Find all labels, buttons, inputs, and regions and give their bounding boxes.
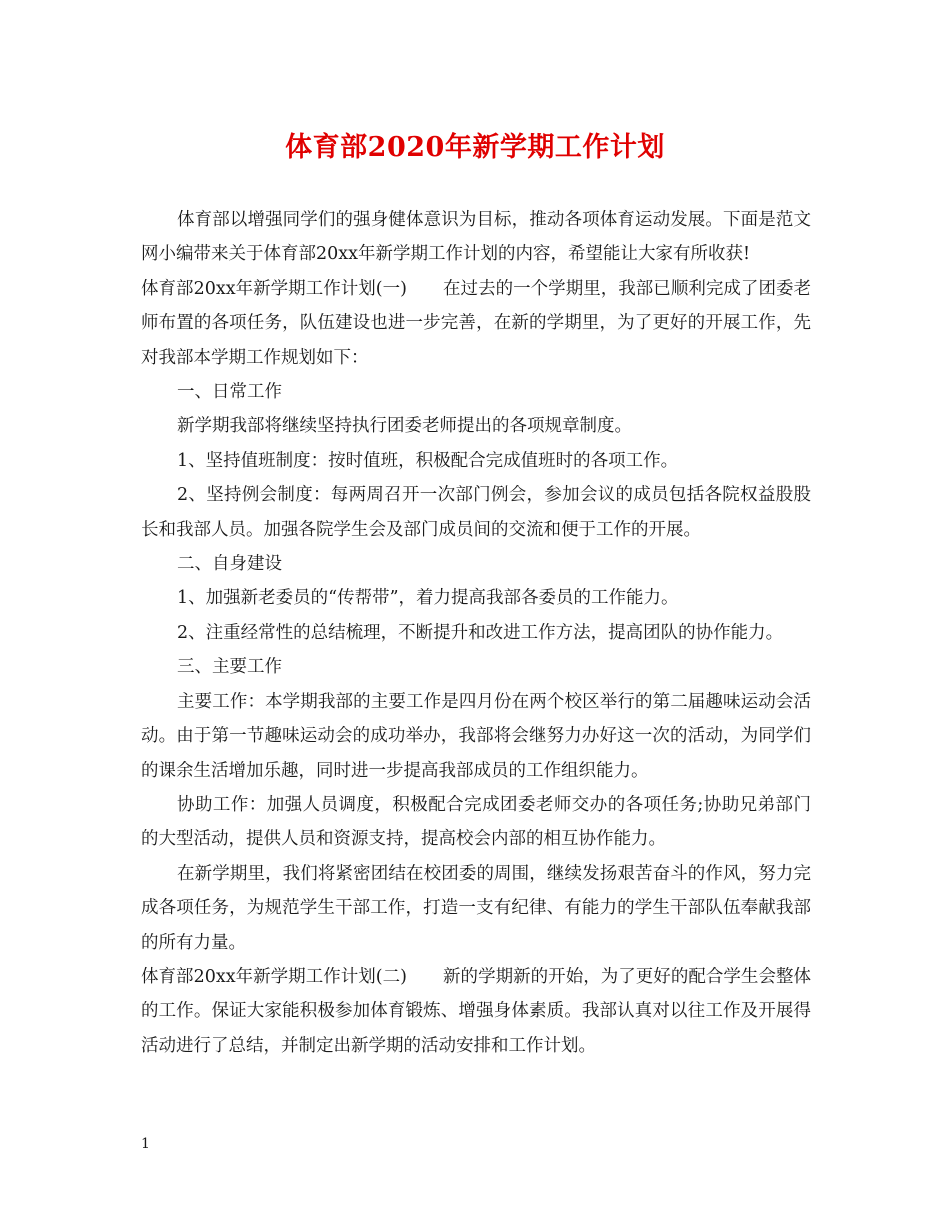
section1-paragraph-3: 2、坚持例会制度：每两周召开一次部门例会，参加会议的成员包括各院权益股股长和我部人员。加强各院学生会及部门成员间的交流和便于工作的开展。 [141, 485, 811, 540]
page-number: 1 [141, 1136, 150, 1152]
section1-title: 一、日常工作 [177, 382, 282, 403]
document-title: 体育部2020年新学期工作计划 [285, 132, 665, 163]
plan1-paragraph [141, 272, 811, 375]
plan1-heading: 体育部20xx年新学期工作计划(一) [141, 278, 407, 299]
document-body [141, 203, 811, 1063]
plan2-paragraph [141, 960, 811, 1063]
section1-paragraph-1: 新学期我部将继续坚持执行团委老师提出的各项规章制度。 [177, 416, 632, 437]
section2-title: 二、自身建设 [177, 554, 282, 575]
section2-paragraph-1: 1、加强新老委员的“传帮带”，着力提高我部各委员的工作能力。 [177, 588, 679, 609]
section3-paragraph-1: 主要工作：本学期我部的主要工作是四月份在两个校区举行的第二届趣味运动会活动。由于第一节趣味运动会的成功举办，我部将会继努力办好这一次的活动，为同学们的课余生活增加乐趣，同时进一步提高我部成员的工作组织能力。 [141, 691, 811, 781]
plan2-intro: 新的学期新的开始，为了更好的配合学生会整体的工作。保证大家能积极参加体育锻炼、增强身体素质。我部认真对以往工作及开展得活动进行了总结，并制定出新学期的活动安排和工作计划。 [141, 966, 811, 1056]
section1-paragraph-2: 1、坚持值班制度：按时值班，积极配合完成值班时的各项工作。 [177, 450, 679, 471]
plan2-heading: 体育部20xx年新学期工作计划(二) [141, 966, 407, 987]
section3-paragraph-3: 在新学期里，我们将紧密团结在校团委的周围，继续发扬艰苦奋斗的作风，努力完成各项任务，为规范学生干部工作，打造一支有纪律、有能力的学生干部队伍奉献我部的所有力量。 [141, 863, 811, 953]
section2-paragraph-2: 2、注重经常性的总结梳理，不断提升和改进工作方法，提高团队的协作能力。 [177, 622, 784, 643]
intro-paragraph: 体育部以增强同学们的强身健体意识为目标，推动各项体育运动发展。下面是范文网小编带来关于体育部20xx年新学期工作计划的内容，希望能让大家有所收获! [141, 210, 811, 265]
plan1-intro: 在过去的一个学期里，我部已顺利完成了团委老师布置的各项任务，队伍建设也进一步完善，在新的学期里，为了更好的开展工作，先对我部本学期工作规划如下： [141, 278, 811, 368]
section3-paragraph-2: 协助工作：加强人员调度，积极配合完成团委老师交办的各项任务;协助兄弟部门的大型活动，提供人员和资源支持，提高校会内部的相互协作能力。 [141, 794, 811, 850]
section3-title: 三、主要工作 [177, 657, 282, 678]
